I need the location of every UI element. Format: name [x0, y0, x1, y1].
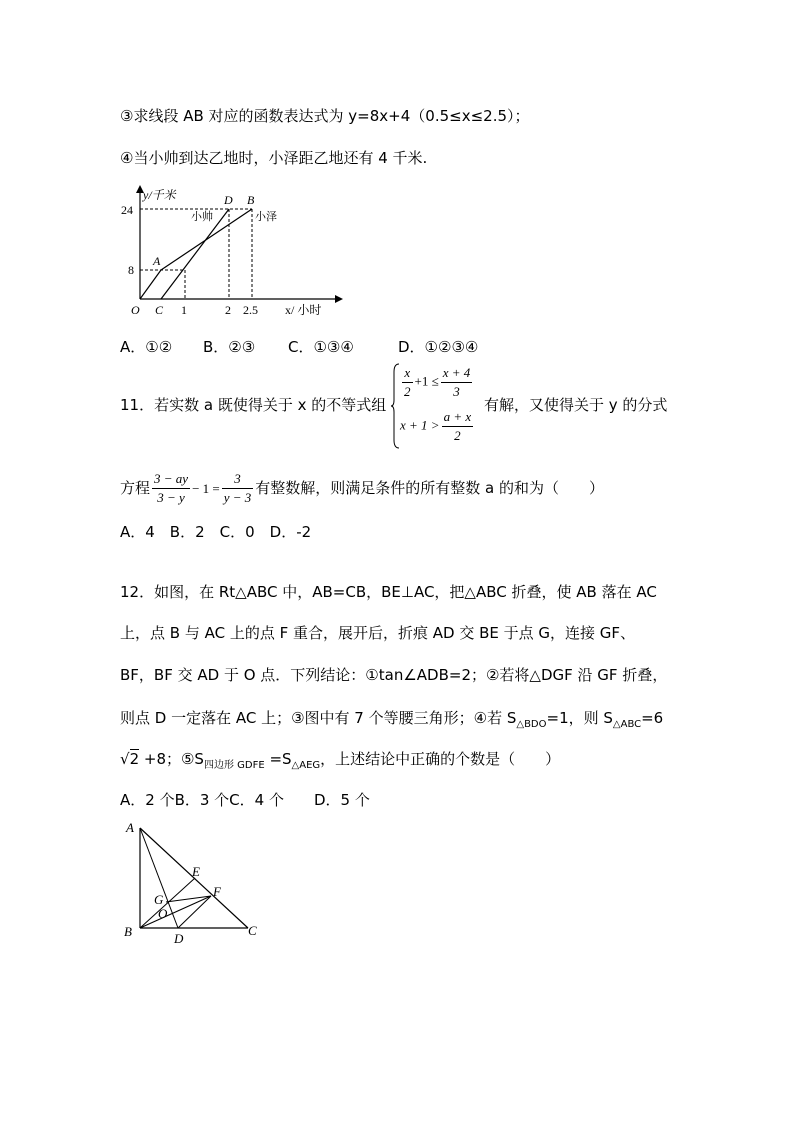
- x-axis-label: x/ 小时: [285, 303, 322, 317]
- y-tick-8: 8: [128, 263, 134, 277]
- x-tick-1: 1: [181, 303, 187, 317]
- x-tick-2: 2: [225, 303, 231, 317]
- point-b-label: B: [247, 193, 255, 207]
- point-a-label: A: [153, 254, 161, 268]
- y-tick-24: 24: [121, 203, 133, 217]
- origin-label: O: [131, 303, 140, 317]
- q12-line-4: 则点 D 一定落在 AC 上；③图中有 7 个等腰三角形；④若 $S_{\triangle BDO}=1$，则 $S_{\triangle ABC}=6$: [120, 709, 664, 730]
- point-f: F: [213, 884, 221, 899]
- q11-options: A．4 B．2 C．0 D．-2: [120, 523, 312, 541]
- vertex-a: A: [126, 820, 134, 835]
- q11-after-system: 有解，又使得关于 y 的分式: [484, 396, 668, 414]
- q12-line-1: 12．如图，在 Rt△ABC 中，AB=CB，BE⊥AC，把△ABC 折叠，使 AB 落在 AC: [120, 583, 657, 601]
- q10-option-c: C．①③④: [288, 338, 354, 356]
- xiaoze-label: 小泽: [255, 211, 277, 223]
- q11-equation-line: 方程 $\frac{3 - ay}{3 - y}$ − 1 = $\frac{3}{y - 3}$ 有整数解，则满足条件的所有整数 a 的和为（ ）: [120, 471, 605, 505]
- point-d: D: [174, 931, 184, 946]
- point-e: E: [192, 864, 200, 879]
- q12-options: A．2 个B．3 个C．4 个 D．5 个: [120, 791, 370, 809]
- point-o: O: [158, 906, 168, 921]
- q12-line-2: 上，点 B 与 AC 上的点 F 重合，展开后，折痕 AD 交 BE 于点 G，连接 GF、: [120, 624, 636, 642]
- statement-4: ④当小帅到达乙地时，小泽距乙地还有 4 千米.: [120, 149, 428, 167]
- inequality-system: [390, 362, 482, 450]
- point-g: G: [154, 892, 164, 907]
- vertex-c: C: [248, 923, 257, 938]
- q10-option-a: A．①②: [120, 338, 173, 356]
- q12-line-3: BF，BF 交 AD 于 O 点．下列结论：①tan∠ADB=2；②若将△DGF 沿 GF 折叠，: [120, 666, 668, 684]
- q10-option-d: D．①②③④: [398, 338, 479, 356]
- q10-option-b: B．②③: [203, 338, 256, 356]
- vertex-b: B: [124, 924, 132, 939]
- y-axis-label: y/千米: [143, 188, 176, 202]
- statement-3: ③求线段 AB 对应的函数表达式为 y=8x+4（0.5≤x≤2.5）；: [120, 107, 530, 125]
- point-c-label: C: [155, 303, 164, 317]
- distance-time-graph: [115, 183, 355, 323]
- q11-intro: 11．若实数 a 既使得关于 x 的不等式组: [120, 396, 387, 414]
- point-d-label: D: [224, 193, 233, 207]
- x-tick-25: 2.5: [243, 303, 258, 317]
- sqrt-symbol: √2: [120, 750, 140, 768]
- triangle-figure: [118, 818, 268, 946]
- inequality-2: x + 1 > $\frac{a + x}{2}$: [400, 409, 472, 443]
- xiaoshuai-label: 小帅: [191, 211, 213, 223]
- inequality-1: $\frac{x}{2}$ +1 ≤ $\frac{x + 4}{3}$: [404, 365, 471, 399]
- q12-line-5: √2 +8；$⑤S_{四边形 GDFE} =S_{\triangle AEG}$，上述结论中正确的个数是（ ）: [120, 750, 561, 771]
